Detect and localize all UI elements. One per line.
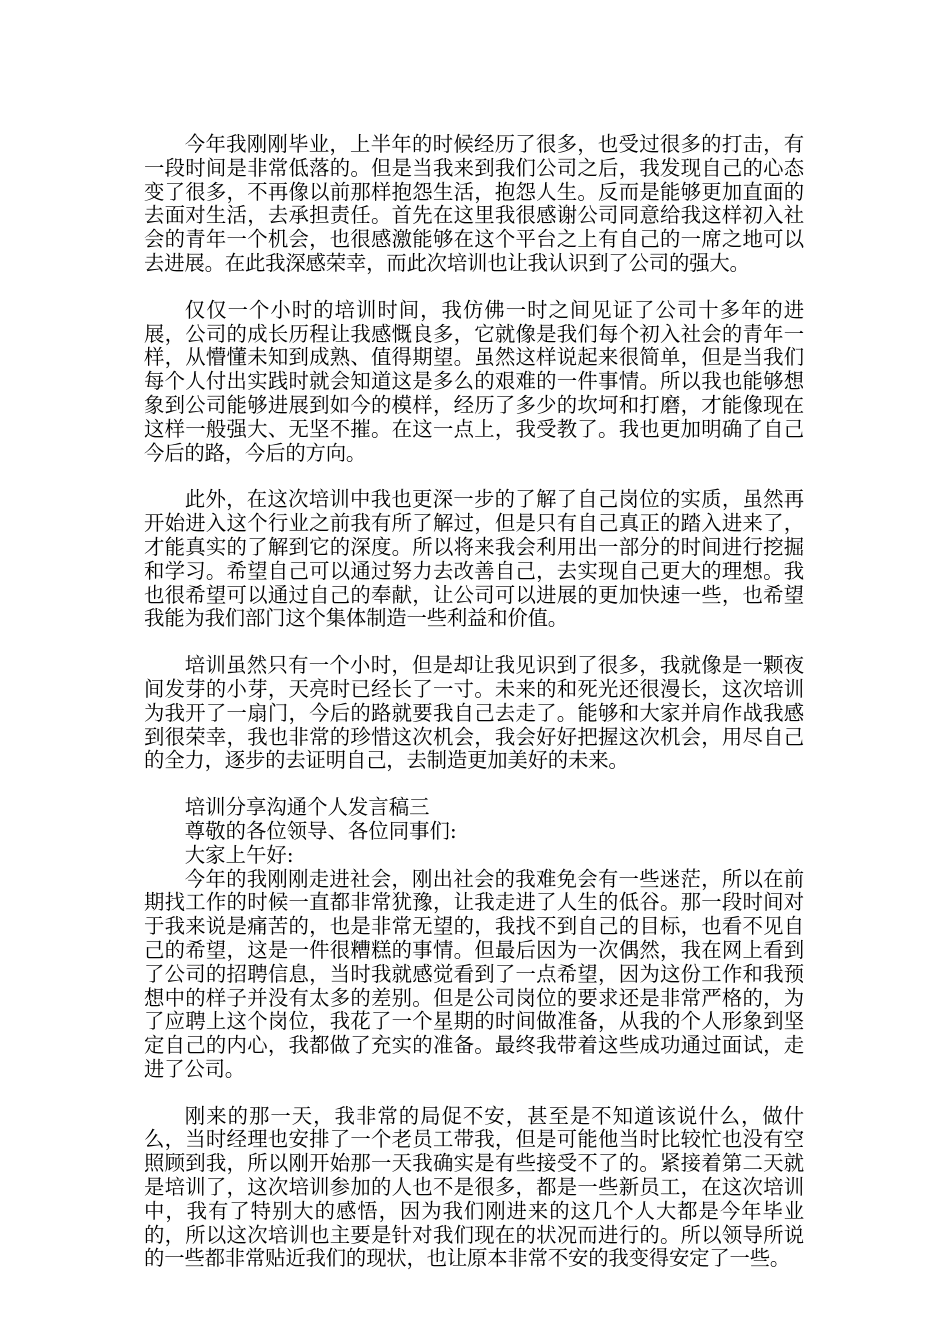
section-heading: 培训分享沟通个人发言稿三 <box>184 795 430 820</box>
salutation: 尊敬的各位领导、各位同事们: <box>184 818 457 843</box>
document-page <box>144 133 804 1271</box>
paragraph-2: 仅仅一个小时的培训时间，我仿佛一时之间见证了公司十多年的进展，公司的成长历程让我感慨良多，它就像是我们每个初入社会的青年一样，从懵懂未知到成熟、值得期望。虽然这样说起来很简单，但是当我们每个人付出实践时就会知道这是多么的艰难的一件事情。所以我也能够想象到公司能够进展到如今的模样，经历了多少的坎坷和打磨，才能像现在这样一般强大、无坚不摧。在这一点上，我受教了。我也更加明确了自己今后的路，今后的方向。 <box>144 297 804 465</box>
paragraph-6: 刚来的那一天，我非常的局促不安，甚至是不知道该说什么，做什么，当时经理也安排了一个老员工带我，但是可能他当时比较忙也没有空照顾到我，所以刚开始那一天我确实是有些接受不了的。紧接着第二天就是培训了，这次培训参加的人也不是很多，都是一些新员工，在这次培训中，我有了特别大的感悟，因为我们刚进来的这几个人大都是今年毕业的，所以这次培训也主要是针对我们现在的状况而进行的。所以领导所说的一些都非常贴近我们的现状，也让原本非常不安的我变得安定了一些。 <box>144 1103 804 1271</box>
paragraph-5: 今年的我刚刚走进社会，刚出社会的我难免会有一些迷茫，所以在前期找工作的时候一直都非常犹豫，让我走进了人生的低谷。那一段时间对于我来说是痛苦的，也是非常无望的，我找不到自己的目标，也看不见自己的希望，这是一件很糟糕的事情。但最后因为一次偶然，我在网上看到了公司的招聘信息，当时我就感觉看到了一点希望，因为这份工作和我预想中的样子并没有太多的差别。但是公司岗位的要求还是非常严格的，为了应聘上这个岗位，我花了一个星期的时间做准备，从我的个人形象到坚定自己的内心，我都做了充实的准备。最终我带着这些成功通过面试，走进了公司。 <box>144 866 804 1081</box>
greeting: 大家上午好: <box>184 842 294 867</box>
paragraph-1: 今年我刚刚毕业，上半年的时候经历了很多，也受过很多的打击，有一段时间是非常低落的。但是当我来到我们公司之后，我发现自己的心态变了很多，不再像以前那样抱怨生活，抱怨人生。反而是能够更加直面的去面对生活，去承担责任。首先在这里我很感谢公司同意给我这样初入社会的青年一个机会，也很感激能够在这个平台之上有自己的一席之地可以去进展。在此我深感荣幸，而此次培训也让我认识到了公司的强大。 <box>144 132 804 275</box>
paragraph-4: 培训虽然只有一个小时，但是却让我见识到了很多，我就像是一颗夜间发芽的小芽，天亮时已经长了一寸。未来的和死光还很漫长，这次培训为我开了一扇门，今后的路就要我自己去走了。能够和大家并肩作战我感到很荣幸，我也非常的珍惜这次机会，我会好好把握这次机会，用尽自己的全力，逐步的去证明自己，去制造更加美好的未来。 <box>144 653 804 773</box>
paragraph-3: 此外，在这次培训中我也更深一步的了解了自己岗位的实质，虽然再开始进入这个行业之前我有所了解过，但是只有自己真正的踏入进来了，才能真实的了解到它的深度。所以将来我会利用出一部分的时间进行挖掘和学习。希望自己可以通过努力去改善自己，去实现自己更大的理想。我也很希望可以通过自己的奉献，让公司可以进展的更加快速一些，也希望我能为我们部门这个集体制造一些利益和价值。 <box>144 487 804 631</box>
